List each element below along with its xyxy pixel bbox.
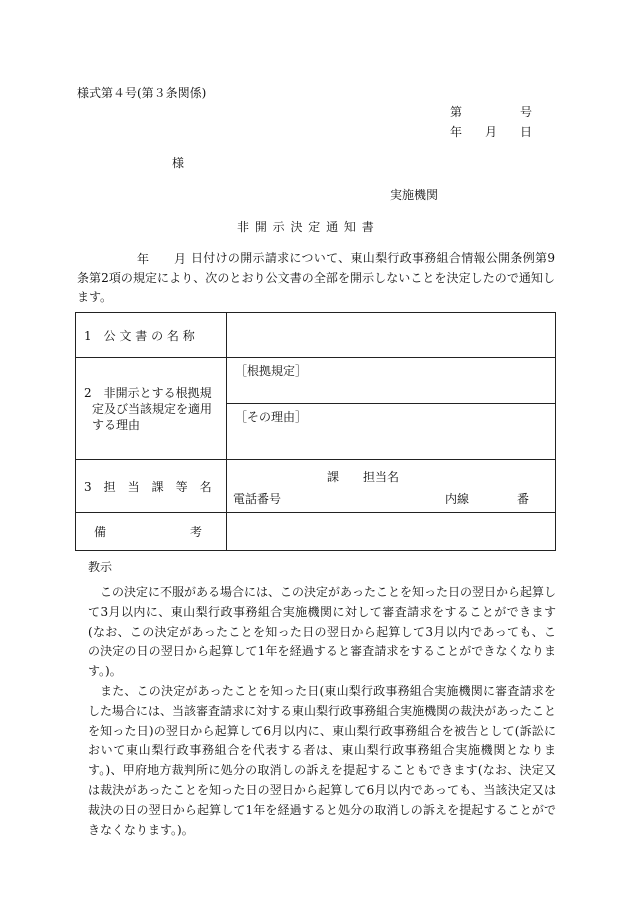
row-department	[76, 460, 556, 513]
notice-paragraph-2: また、この決定があったことを知った日(東山梨行政事務組合実施機関に審査請求をした場合には、当該審査請求に対する東山梨行政事務組合実施機関の裁決があったことを知った日)の翌日から起算して6月以内に、東山梨行政事務組合を被告として(訴訟において東山梨行政事務組合を代表する者は、東山梨行政事務組合実施機関となります。)、甲府地方裁判所に処分の取消しの訴えを提起することもできます(なお、決定又は裁決があったことを知った日の翌日から起算して6月以内であっても、当該決定又は裁決の日の翌日から起算して1年を経過すると処分の取消しの訴えを提起することができなくなります。)。	[88, 683, 556, 837]
row-reason	[76, 358, 556, 404]
addressee-suffix: 様	[172, 156, 185, 170]
body-month: 月	[174, 252, 187, 266]
body-paragraph: 日付けの開示請求について、東山梨行政事務組合情報公開条例第9条第2項の規定により、次のとおり公文書の全部を開示しないことを決定したので通知します。	[77, 251, 555, 304]
row-remarks	[76, 513, 556, 551]
field-remarks	[227, 513, 556, 551]
body-year: 年	[137, 252, 150, 266]
label-reason: 2 非開示とする根拠規 定及び当該規定を適用 する理由	[76, 358, 227, 460]
label-department: 3 担 当 課 等 名	[76, 460, 227, 513]
date-day: 日	[520, 125, 533, 139]
label-document-name: 1 公 文 書 の 名 称	[76, 313, 227, 358]
number-suffix: 号	[520, 105, 533, 119]
disclosure-form-table	[75, 312, 556, 551]
notice-heading: 教示	[88, 560, 113, 574]
sender-label: 実施機関	[390, 188, 439, 202]
label-remarks: 備 考	[76, 513, 227, 551]
row-document-name	[76, 313, 556, 358]
form-number: 様式第４号(第３条関係)	[77, 86, 207, 100]
date-month: 月	[485, 125, 498, 139]
notice-paragraph-1: この決定に不服がある場合には、この決定があったことを知った日の翌日から起算して3月以内に、東山梨行政事務組合実施機関に対して審査請求をすることができます(なお、この決定があったことを知った日の翌日から起算して3月以内であっても、この決定の日の翌日から起算して1年を経過すると審査請求をすることができなくなります。)。	[88, 585, 556, 679]
field-reason: ［その理由］	[227, 404, 556, 460]
field-basis: ［根拠規定］	[227, 358, 556, 404]
notice-body	[88, 583, 556, 840]
field-department: 課 担当名 電話番号 内線 番	[227, 460, 556, 513]
number-prefix: 第	[450, 105, 463, 119]
document-title: 非 開 示 決 定 通 知 書	[237, 220, 375, 234]
date-year: 年	[450, 125, 463, 139]
field-document-name	[227, 313, 556, 358]
